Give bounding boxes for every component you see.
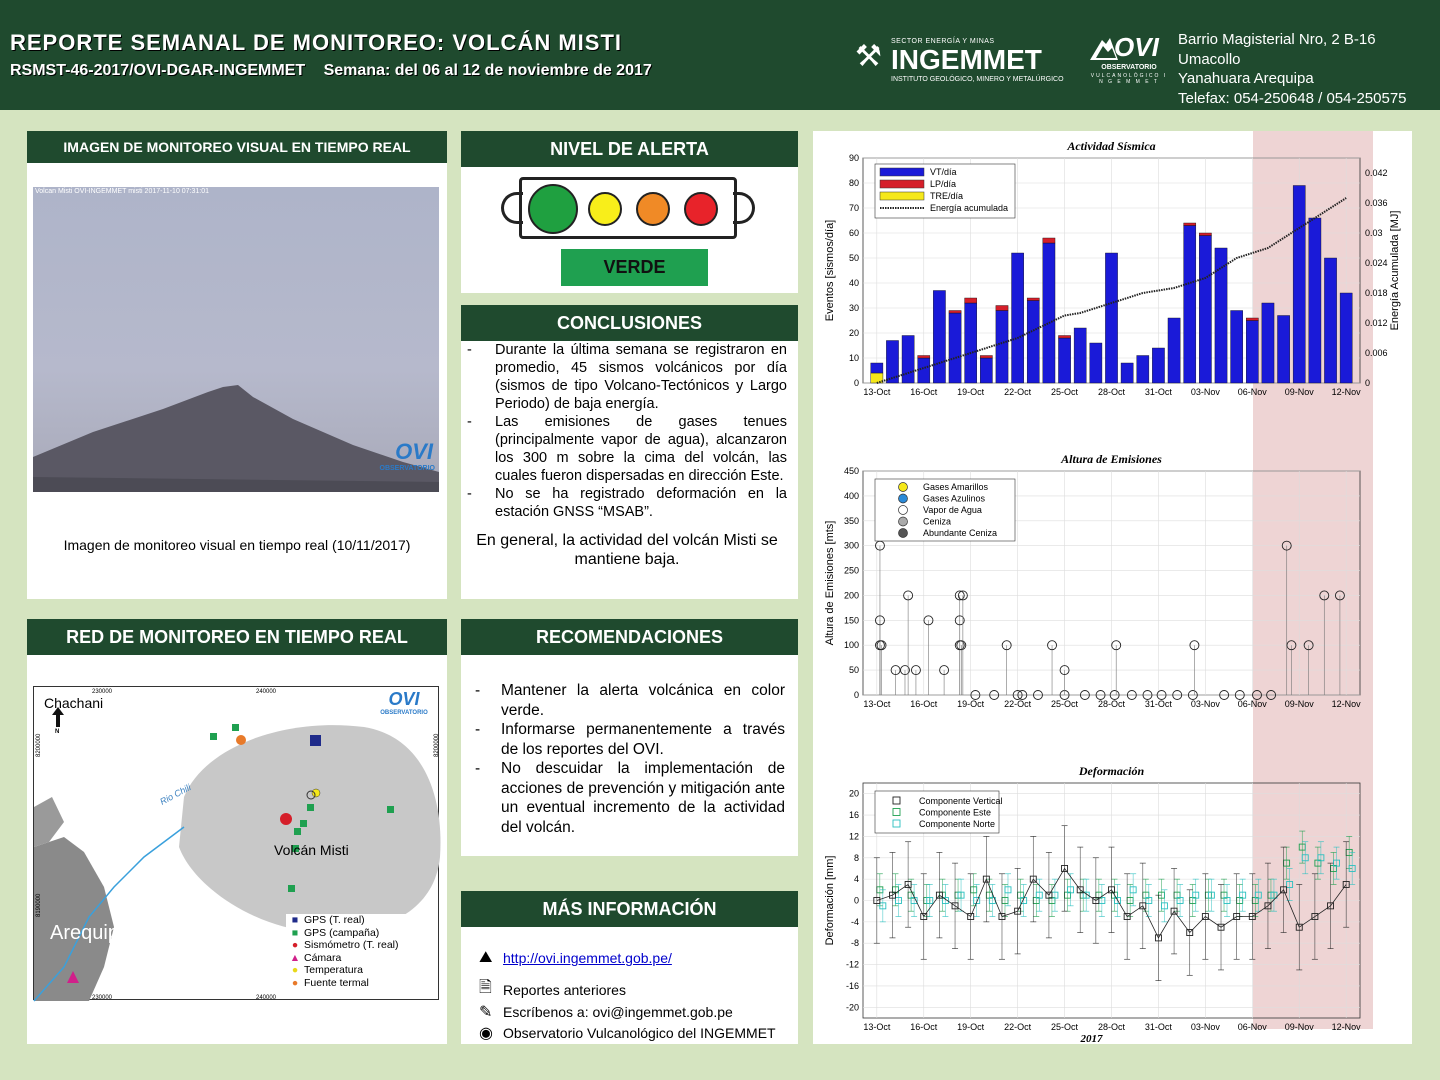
conclusion-item: - Durante la última semana se registraron en promedio, 45 sismos volcánicos por día (sismos de tipo Volcano-Tectónicos y Largo Periodo) de baja energía. [467, 342, 787, 412]
legend-label: Componente Norte [919, 819, 996, 829]
x-tick-label: 03-Nov [1190, 699, 1220, 709]
legend-label: Componente Este [919, 807, 992, 818]
map-gps-camp [294, 828, 301, 835]
coord-label: 240000 [256, 689, 277, 695]
previous-reports-link[interactable]: Reportes anteriores [503, 981, 626, 998]
x-tick-label: 28-Oct [1097, 699, 1126, 709]
map-gps-camp [387, 806, 394, 813]
camera-title: IMAGEN DE MONITOREO VISUAL EN TIEMPO REAL [27, 131, 447, 163]
y-tick-label: 12 [848, 831, 859, 842]
x-axis-label: 2017 [1080, 1033, 1103, 1045]
camera-caption: Imagen de monitoreo visual en tiempo real (10/11/2017) [63, 537, 411, 553]
x-tick-label: 09-Nov [1284, 387, 1314, 397]
x-tick-label: 03-Nov [1190, 387, 1220, 397]
y-tick-label: 450 [843, 466, 859, 476]
alert-light-red [684, 192, 718, 226]
x-tick-label: 28-Oct [1097, 387, 1126, 397]
alert-light-orange [636, 192, 670, 226]
bar-vt [933, 291, 945, 384]
conclusion-summary: En general, la actividad del volcán Misti se mantiene baja. [476, 532, 778, 568]
legend-sismo-icon: ● [291, 939, 299, 952]
x-tick-label: 22-Oct [1004, 387, 1032, 397]
y-tick-label: 40 [848, 278, 859, 288]
observatory-text: Observatorio Vulcanológico del INGEMMET [503, 1025, 776, 1041]
x-tick-label: 16-Oct [910, 387, 938, 397]
legend-label: Componente Vertical [919, 796, 1003, 806]
bar-vt [1043, 243, 1055, 383]
bar-vt [1105, 253, 1117, 383]
bar-vt [1262, 303, 1274, 383]
y-tick-label: 60 [848, 228, 859, 238]
x-tick-label: 31-Oct [1144, 387, 1172, 397]
alert-light-yellow [588, 192, 622, 226]
legend-swatch [880, 192, 924, 200]
y-tick-label: 300 [843, 540, 859, 551]
alert-panel [461, 131, 798, 293]
eye-icon: ◉ [479, 1025, 493, 1042]
camera-timestamp: Volcan Misti OVI-INGEMMET misti 2017-11-10 07:31:01 [35, 188, 210, 195]
map-legend: ■ GPS (T. real) ■ GPS (campaña) ● Sismómetro (T. real) ▲ Cámara ● Temperatura ● Fuente termal [286, 914, 426, 989]
legend-gps-camp-icon: ■ [291, 926, 299, 939]
legend-gps-real-icon: ■ [291, 914, 299, 927]
map-label-misti: Volcán Misti [274, 842, 349, 858]
legend-marker [899, 517, 908, 526]
bar-lp [1043, 238, 1055, 243]
contact-info: Barrio Magisterial Nro, 2 B-16 Umacollo Yanahuara Arequipa Telefax: 054-250648 / 054-250575 [1178, 31, 1407, 107]
recommendation-item: - Mantener la alerta volcánica en color verde. [475, 682, 785, 719]
bar-vt [1215, 248, 1227, 383]
map-gps-camp [288, 885, 295, 892]
x-tick-label: 19-Oct [957, 387, 985, 397]
report-title: REPORTE SEMANAL DE MONITOREO: VOLCÁN MISTI [10, 30, 622, 55]
recommendations-title: RECOMENDACIONES [461, 619, 798, 655]
bar-lp [918, 356, 930, 359]
recommendations-panel [461, 619, 798, 856]
bar-lp [1058, 336, 1070, 339]
bar-lp [980, 356, 992, 359]
y-tick-label: 30 [848, 303, 859, 313]
y2-tick-label: 0.012 [1365, 318, 1388, 328]
recommendations-body [475, 681, 785, 837]
x-tick-label: 25-Oct [1051, 699, 1079, 709]
legend-swatch [880, 180, 924, 188]
y-tick-label: 150 [843, 615, 859, 626]
legend-label: Gases Amarillos [923, 482, 989, 492]
x-tick-label: 31-Oct [1144, 699, 1172, 709]
charts-svg [813, 131, 1412, 1044]
x-tick-label: 28-Oct [1097, 1022, 1126, 1032]
info-row-email[interactable] [479, 1002, 733, 1022]
coord-label: 230000 [92, 689, 113, 695]
bar-vt [949, 313, 961, 383]
bar-vt [918, 358, 930, 383]
bar-vt [1168, 318, 1180, 383]
legend-label: Energía acumulada [930, 203, 1009, 213]
bar-vt [1137, 356, 1149, 384]
x-tick-label: 31-Oct [1144, 1022, 1172, 1032]
chart-title: Altura de Emisiones [1061, 452, 1162, 466]
bar-vt [1231, 311, 1243, 384]
y-tick-label: 4 [853, 874, 859, 885]
river-label: Rio Chili [158, 782, 193, 807]
y-tick-label: 50 [848, 253, 859, 263]
y-tick-label: 0 [853, 378, 859, 388]
y2-axis-label: Energía Acumulada [MJ] [1389, 210, 1401, 331]
legend-label: VT/día [930, 167, 957, 177]
x-tick-label: 25-Oct [1051, 387, 1079, 397]
x-tick-label: 13-Oct [863, 1022, 891, 1032]
document-icon: 🗎 [479, 979, 492, 996]
bar-vt [1277, 316, 1289, 384]
bar-vt [980, 358, 992, 383]
map-temp [312, 789, 320, 797]
bar-vt [1184, 226, 1196, 384]
x-tick-label: 09-Nov [1284, 1022, 1314, 1032]
network-title: RED DE MONITOREO EN TIEMPO REAL [27, 619, 447, 655]
bar-vt [1293, 186, 1305, 384]
pen-icon: ✎ [479, 1004, 493, 1021]
y2-tick-label: 0 [1365, 378, 1371, 388]
y2-tick-label: 0.036 [1365, 198, 1388, 208]
x-tick-label: 12-Nov [1331, 699, 1361, 709]
camera-panel [27, 131, 447, 599]
x-tick-label: 06-Nov [1237, 1022, 1267, 1032]
chart-title: Actividad Sísmica [1067, 139, 1156, 153]
y-tick-label: -20 [845, 1002, 859, 1013]
legend-temp-icon: ● [291, 964, 299, 977]
info-row-web[interactable] [479, 949, 672, 967]
traffic-light [519, 177, 737, 239]
map-gps-camp [300, 820, 307, 827]
report-id: RSMST-46-2017/OVI-DGAR-INGEMMET [10, 62, 306, 79]
map-gps-camp [307, 804, 314, 811]
report-subtitle [10, 62, 666, 80]
x-tick-label: 06-Nov [1237, 699, 1267, 709]
ingemmet-logo: ⚒ SECTOR ENERGÍA Y MINAS INGEMMET INSTITUTO GEOLÓGICO, MINERO Y METALÚRGICO [855, 38, 1064, 83]
map-sismo [280, 813, 292, 825]
y-tick-label: 80 [848, 178, 859, 188]
legend-swatch [880, 168, 924, 176]
report-week: Semana: del 06 al 12 de noviembre de 2017 [323, 62, 652, 79]
map-label-chachani: Chachani [44, 695, 104, 711]
legend-label: Ceniza [923, 516, 952, 527]
bar-vt [1121, 363, 1133, 383]
legend-marker [899, 506, 908, 515]
y-tick-label: -4 [850, 916, 859, 927]
alert-light-green [528, 184, 578, 234]
x-tick-label: 13-Oct [863, 387, 891, 397]
info-row-reports[interactable] [479, 976, 626, 1003]
y2-tick-label: 0.018 [1365, 288, 1388, 298]
bar-vt [1027, 301, 1039, 384]
y-tick-label: 8 [853, 852, 859, 863]
y-tick-label: 16 [848, 810, 859, 821]
y-tick-label: 0 [853, 690, 859, 700]
camera-image [33, 187, 439, 492]
legend-label: TRE/día [930, 191, 964, 201]
map-gps-real [310, 735, 321, 746]
bar-lp [996, 306, 1008, 311]
alert-title: NIVEL DE ALERTA [461, 131, 798, 167]
bar-vt [965, 303, 977, 383]
coord-label: 240000 [256, 995, 277, 1001]
recommendation-item: - Informarse permanentemente a través de los reportes del OVI. [475, 721, 785, 758]
map-label-arequipa: Arequipa [50, 922, 131, 944]
bar-vt [902, 336, 914, 384]
bar-lp [1246, 318, 1258, 321]
x-tick-label: 25-Oct [1051, 1022, 1079, 1032]
coord-label: 8190000 [36, 893, 42, 917]
bar-vt [1199, 236, 1211, 384]
conclusion-item: - Las emisiones de gases tenues (principalmente vapor de agua), alcanzaron los 300 m sobre la cima del volcán, las cuales fueron dispersadas en dirección Este. [467, 414, 787, 484]
y-tick-label: 400 [843, 490, 859, 501]
x-tick-label: 12-Nov [1331, 387, 1361, 397]
report-header [0, 0, 1440, 110]
y-tick-label: 200 [843, 590, 859, 601]
bar-vt [1012, 253, 1024, 383]
legend-camara-icon: ▲ [289, 951, 301, 964]
map-gps-camp [232, 724, 239, 731]
network-map [33, 686, 439, 1000]
y-tick-label: 50 [848, 665, 859, 676]
x-tick-label: 19-Oct [957, 1022, 985, 1032]
y-tick-label: -16 [845, 980, 859, 991]
bar-vt [1324, 258, 1336, 383]
conclusions-panel [461, 305, 798, 599]
conclusion-item: - No se ha registrado deformación en la estación GNSS “MSAB”. [467, 486, 787, 520]
more-info-title: MÁS INFORMACIÓN [461, 891, 798, 927]
y-tick-label: 0 [853, 895, 859, 906]
y-tick-label: -8 [850, 938, 859, 949]
traffic-light-right-cap [733, 192, 755, 224]
x-tick-label: 22-Oct [1004, 699, 1032, 709]
map-label-north: N [55, 729, 60, 735]
y-tick-label: 70 [848, 203, 859, 213]
y-tick-label: 100 [843, 640, 859, 651]
bar-vt [1246, 321, 1258, 384]
bar-vt [1074, 328, 1086, 383]
chart-title: Deformación [1078, 764, 1145, 778]
ovi-logo: OVI OBSERVATORIO VULCANOLÓGICO I N G E M M E T [1088, 30, 1170, 85]
bar-vt [1058, 338, 1070, 383]
map-termal [236, 735, 246, 745]
coord-label: 8200000 [36, 733, 42, 757]
y-tick-label: 90 [848, 153, 859, 163]
bar-lp [965, 298, 977, 303]
legend-label: Abundante Ceniza [923, 528, 998, 538]
x-tick-label: 16-Oct [910, 1022, 938, 1032]
coord-label: 8200000 [434, 733, 440, 757]
bar-lp [949, 311, 961, 314]
volcano-icon: ⛰ [479, 949, 493, 966]
info-row-observatory [479, 1023, 776, 1043]
x-tick-label: 16-Oct [910, 699, 938, 709]
bar-lp [1199, 233, 1211, 236]
x-tick-label: 12-Nov [1331, 1022, 1361, 1032]
charts-panel [813, 131, 1412, 1044]
bar-lp [1027, 298, 1039, 301]
legend-marker [899, 529, 908, 538]
x-tick-label: 19-Oct [957, 699, 985, 709]
bar-vt [1309, 218, 1321, 383]
x-tick-label: 06-Nov [1237, 387, 1267, 397]
map-gps-camp [210, 733, 217, 740]
recommendation-item: - No descuidar la implementación de acciones de prevención y mitigación ante un eventual incremento de la actividad del volcán. [475, 760, 785, 836]
ovi-website-link[interactable]: http://ovi.ingemmet.gob.pe/ [503, 950, 672, 966]
legend-label: Gases Azulinos [923, 493, 986, 504]
pickaxe-icon: ⚒ [855, 40, 882, 73]
y-tick-label: 250 [843, 565, 859, 576]
bar-vt [1340, 293, 1352, 383]
network-panel [27, 619, 447, 1044]
x-tick-label: 22-Oct [1004, 1022, 1032, 1032]
x-tick-label: 03-Nov [1190, 1022, 1220, 1032]
bar-lp [1184, 223, 1196, 226]
y2-tick-label: 0.006 [1365, 348, 1388, 358]
traffic-light-left-cap [501, 192, 523, 224]
legend-termal-icon: ● [291, 976, 299, 989]
coord-label: 230000 [92, 995, 113, 1001]
bar-vt [871, 363, 883, 373]
camera-watermark: OVI OBSERVATORIO [379, 439, 435, 472]
y2-tick-label: 0.042 [1365, 168, 1388, 178]
y-tick-label: 20 [848, 788, 859, 799]
more-info-panel [461, 891, 798, 1044]
y-tick-label: -12 [845, 959, 859, 970]
legend-label: Vapor de Agua [923, 505, 982, 515]
y-axis-label: Altura de Emisiones [mts] [824, 520, 836, 646]
bar-tre [871, 373, 883, 383]
map-ovi-logo: OVI OBSERVATORIO [380, 689, 428, 716]
y2-tick-label: 0.024 [1365, 258, 1388, 268]
legend-label: LP/día [930, 179, 957, 189]
legend-marker [899, 483, 908, 492]
alert-level-badge: VERDE [561, 249, 708, 286]
y-tick-label: 350 [843, 515, 859, 526]
y-tick-label: 20 [848, 328, 859, 338]
y-axis-label: Eventos [sismos/día] [824, 219, 836, 322]
conclusions-title: CONCLUSIONES [461, 305, 798, 341]
y2-tick-label: 0.03 [1365, 228, 1383, 238]
bar-vt [1152, 348, 1164, 383]
bar-vt [996, 311, 1008, 384]
y-tick-label: 10 [848, 353, 859, 363]
x-tick-label: 13-Oct [863, 699, 891, 709]
conclusions-body [467, 341, 787, 569]
legend-marker [899, 494, 908, 503]
x-tick-label: 09-Nov [1284, 699, 1314, 709]
y-axis-label: Deformación [mm] [824, 855, 836, 946]
bar-vt [1090, 343, 1102, 383]
email-text[interactable]: Escríbenos a: ovi@ingemmet.gob.pe [503, 1004, 733, 1020]
